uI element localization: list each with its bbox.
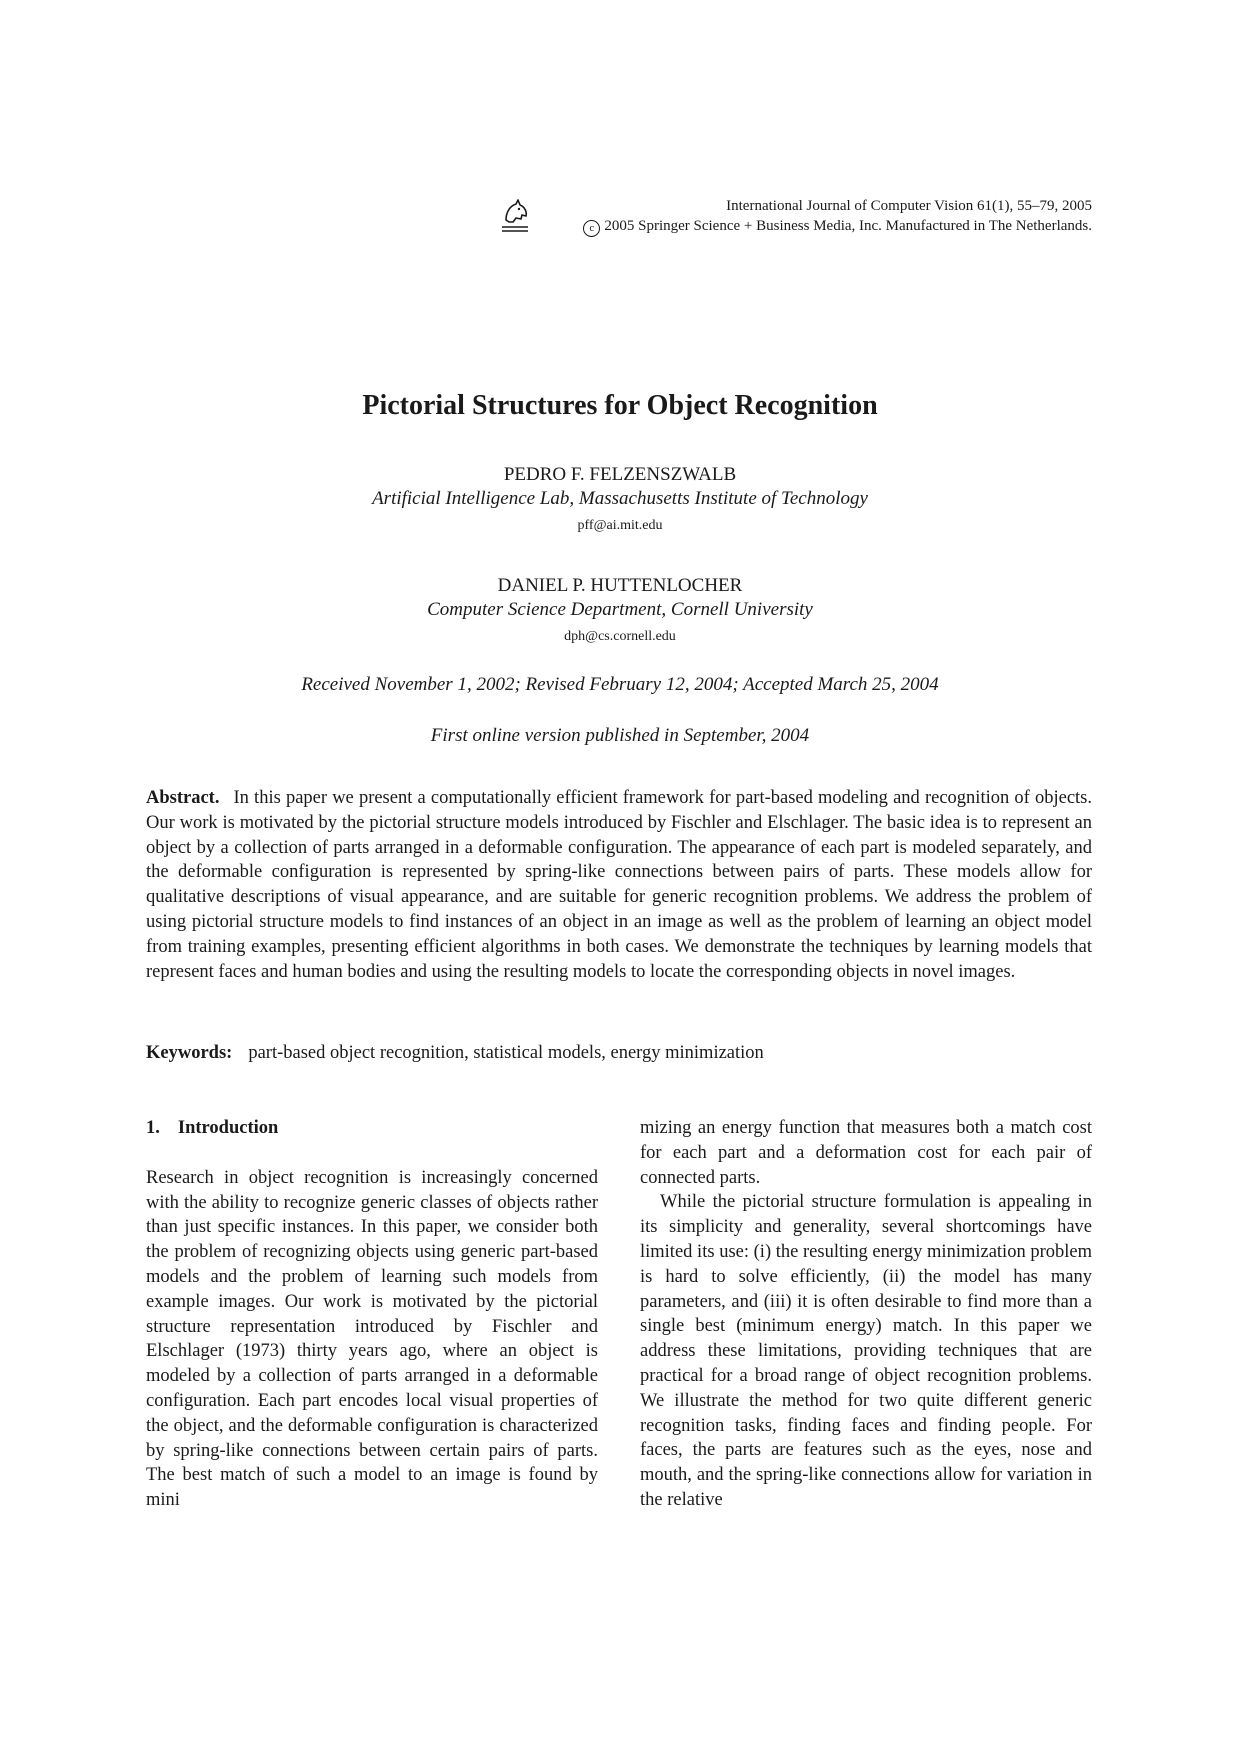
author-affiliation: Computer Science Department, Cornell University [427, 599, 813, 620]
author-name: PEDRO F. FELZENSZWALB [503, 464, 737, 485]
section-title: Introduction [177, 1118, 279, 1138]
online-publication-note: First online version published in September, 2004 [430, 725, 810, 746]
keywords [146, 1041, 1092, 1066]
body-paragraph: mizing an energy function that measures both a match cost for each part and a deformation cost for each pair of connected parts. [640, 1118, 1092, 1188]
author-block-2 [0, 574, 1240, 648]
author-name: DANIEL P. HUTTENLOCHER [497, 575, 743, 596]
springer-knight-icon [500, 196, 530, 238]
author-block-1 [0, 463, 1240, 537]
copyright-icon: c [583, 220, 600, 237]
header-text [583, 196, 1092, 237]
author-email: pff@ai.mit.edu [577, 518, 663, 533]
abstract [146, 786, 1092, 984]
paper-title: Pictorial Structures for Object Recognition [362, 390, 878, 421]
keywords-label: Keywords: [146, 1043, 233, 1063]
copyright-line [583, 216, 1092, 237]
body-column-left [146, 1116, 598, 1513]
running-header [500, 196, 1092, 238]
journal-citation: International Journal of Computer Vision 61(1), 55–79, 2005 [726, 198, 1092, 214]
publication-dates: Received November 1, 2002; Revised February 12, 2004; Accepted March 25, 2004 [301, 674, 939, 695]
section-heading [146, 1116, 598, 1141]
author-email: dph@cs.cornell.edu [564, 629, 676, 644]
author-affiliation: Artificial Intelligence Lab, Massachusetts Institute of Technology [372, 488, 868, 509]
copyright-text: 2005 Springer Science + Business Media, Inc. Manufactured in The Netherlands. [604, 218, 1092, 234]
body-paragraph: Research in object recognition is increasingly concerned with the ability to recognize generic classes of objects rather than just specific instances. In this paper, we consider both the problem of recognizing objects using generic part-based models and the problem of learning such models from example images. Our work is motivated by the pictorial structure representation introduced by Fischler and Elschlager (1973) thirty years ago, where an object is modeled by a collection of parts arranged in a deformable configuration. Each part encodes local visual properties of the object, and the deformable configuration is characterized by spring-like connections between certain pairs of parts. The best match of such a model to an image is found by mini [146, 1167, 598, 1511]
body-column-right [640, 1116, 1092, 1513]
keywords-text: part-based object recognition, statistical models, energy minimization [248, 1043, 764, 1063]
abstract-label: Abstract. [146, 788, 220, 808]
abstract-text: In this paper we present a computationally efficient framework for part-based modeling and recognition of objects. Our work is motivated by the pictorial structure models introduced by Fischler and Elschlager. The basic idea is to represent an object by a collection of parts arranged in a deformable configuration. The appearance of each part is modeled separately, and the deformable configuration is represented by spring-like connections between pairs of parts. These models allow for qualitative descriptions of visual appearance, and are suitable for generic recognition problems. We address the problem of using pictorial structure models to find instances of an object in an image as well as the problem of learning an object model from training examples, presenting efficient algorithms in both cases. We demonstrate the techniques by learning models that represent faces and human bodies and using the resulting models to locate the corresponding objects in novel images. [146, 788, 1092, 982]
section-number: 1. [146, 1118, 160, 1138]
body-paragraph: While the pictorial structure formulation is appealing in its simplicity and generality, several shortcomings have limited its use: (i) the resulting energy minimization problem is hard to solve efficiently, (ii) the model has many parameters, and (iii) it is often desirable to find more than a single best (minimum energy) match. In this paper we address these limitations, providing techniques that are practical for a broad range of object recognition problems. We illustrate the method for two quite different generic recognition tasks, finding faces and finding people. For faces, the parts are features such as the eyes, nose and mouth, and the spring-like connections allow for variation in the relative [640, 1192, 1092, 1510]
